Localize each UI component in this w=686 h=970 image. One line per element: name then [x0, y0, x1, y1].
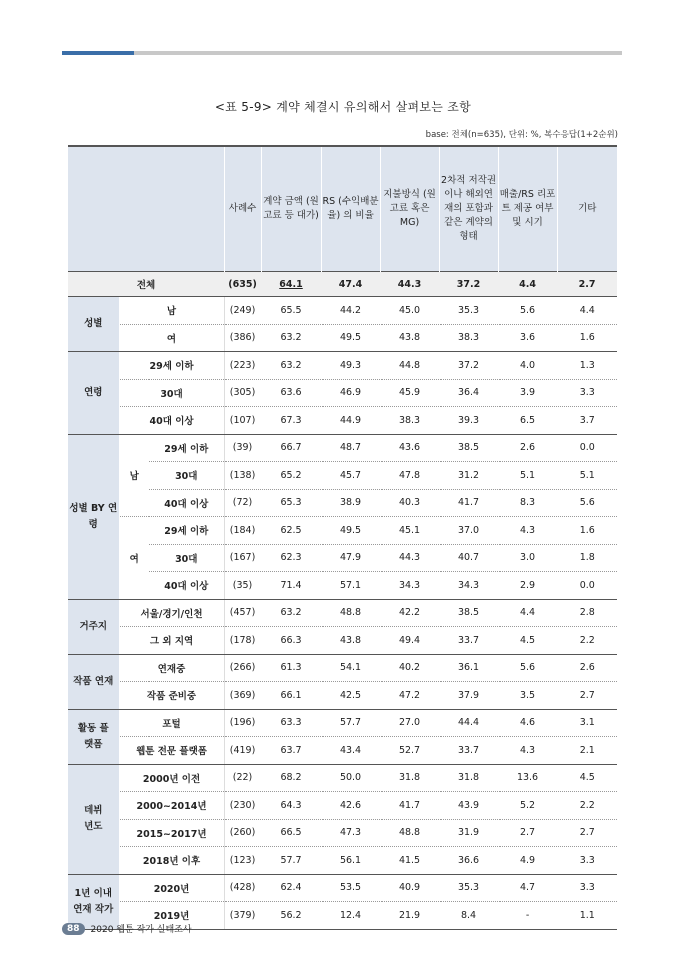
cell-value: 66.5	[261, 819, 321, 847]
cell-value: 34.3	[380, 572, 439, 600]
cell-value: 13.6	[498, 764, 557, 792]
cell-value: 66.7	[261, 434, 321, 462]
cell-value: 1.1	[557, 902, 617, 930]
cell-value: 0.0	[557, 434, 617, 462]
cell-value: 56.2	[261, 902, 321, 930]
cell-count: (138)	[224, 462, 261, 490]
cell-count: (72)	[224, 489, 261, 517]
cell-value: 47.4	[321, 272, 380, 297]
cell-value: 1.8	[557, 544, 617, 572]
cell-value: 49.4	[380, 627, 439, 655]
page-footer	[62, 922, 192, 935]
table-row	[68, 462, 617, 490]
cell-value: 21.9	[380, 902, 439, 930]
row-label: 2000~2014년	[119, 792, 224, 820]
cell-value: 38.9	[321, 489, 380, 517]
table-row	[68, 654, 617, 682]
cell-value: 53.5	[321, 874, 380, 902]
cell-count: (196)	[224, 709, 261, 737]
cell-value: 57.7	[261, 847, 321, 875]
cell-value: 62.4	[261, 874, 321, 902]
cell-value: 2.6	[557, 654, 617, 682]
cell-value: 40.7	[439, 544, 498, 572]
cell-count: (184)	[224, 517, 261, 545]
row-label: 29세 이하	[149, 434, 224, 462]
cell-value: 71.4	[261, 572, 321, 600]
cell-value: 5.6	[498, 654, 557, 682]
cell-value: 52.7	[380, 737, 439, 765]
cell-value: 2.2	[557, 627, 617, 655]
cell-value: 5.2	[498, 792, 557, 820]
cell-count: (178)	[224, 627, 261, 655]
cell-value: 2.7	[557, 682, 617, 710]
cell-value-highlight: 64.1	[279, 278, 303, 290]
cell-value: 31.2	[439, 462, 498, 490]
row-label: 서울/경기/인천	[119, 599, 224, 627]
cell-value: 4.4	[498, 599, 557, 627]
cell-value: 48.8	[380, 819, 439, 847]
cell-value: 63.6	[261, 379, 321, 407]
header-other: 기타	[557, 146, 617, 272]
subgroup-label-female: 여	[119, 517, 149, 600]
cell-value: 34.3	[439, 572, 498, 600]
cell-value: 63.3	[261, 709, 321, 737]
cell-value: 38.5	[439, 599, 498, 627]
group-label-residence: 거주지	[68, 599, 119, 654]
table-row	[68, 847, 617, 875]
cell-count: (635)	[224, 272, 261, 297]
cell-value: 6.5	[498, 407, 557, 435]
cell-value: 3.5	[498, 682, 557, 710]
cell-value: 5.6	[498, 297, 557, 325]
cell-value: 42.2	[380, 599, 439, 627]
cell-count: (249)	[224, 297, 261, 325]
cell-value: 47.3	[321, 819, 380, 847]
cell-count: (22)	[224, 764, 261, 792]
cell-value: 2.9	[498, 572, 557, 600]
cell-value: 57.7	[321, 709, 380, 737]
table-row	[68, 407, 617, 435]
cell-value: 56.1	[321, 847, 380, 875]
cell-value: 36.1	[439, 654, 498, 682]
header-secondary-rights: 2차적 저작권이나 해외연재의 포함과 같은 계약의 형태	[439, 146, 498, 272]
cell-count: (107)	[224, 407, 261, 435]
table-row	[68, 352, 617, 380]
cell-count: (39)	[224, 434, 261, 462]
group-label-gender: 성별	[68, 297, 119, 352]
top-rule-accent	[62, 51, 134, 55]
cell-value: 4.5	[557, 764, 617, 792]
cell-value: 68.2	[261, 764, 321, 792]
row-label: 30대	[149, 462, 224, 490]
cell-value: 50.0	[321, 764, 380, 792]
cell-value: 12.4	[321, 902, 380, 930]
survey-table	[68, 145, 617, 930]
cell-value: 63.2	[261, 599, 321, 627]
cell-value: 31.9	[439, 819, 498, 847]
cell-value: 43.4	[321, 737, 380, 765]
row-label: 2015~2017년	[119, 819, 224, 847]
cell-value: 44.9	[321, 407, 380, 435]
base-note: base: 전체(n=635), 단위: %, 복수응답(1+2순위)	[425, 130, 618, 140]
cell-value: 63.2	[261, 352, 321, 380]
cell-value: 2.7	[498, 819, 557, 847]
row-label: 포털	[119, 709, 224, 737]
cell-value: 33.7	[439, 737, 498, 765]
cell-value: 65.3	[261, 489, 321, 517]
cell-value: 47.8	[380, 462, 439, 490]
cell-value: 36.6	[439, 847, 498, 875]
table-row	[68, 572, 617, 600]
cell-value: 44.4	[439, 709, 498, 737]
subgroup-label-male: 남	[119, 434, 149, 517]
cell-value: 4.3	[498, 517, 557, 545]
cell-value: 48.7	[321, 434, 380, 462]
row-label: 남	[119, 297, 224, 325]
cell-value: 44.3	[380, 272, 439, 297]
table-row	[68, 324, 617, 352]
cell-count: (167)	[224, 544, 261, 572]
table-row-total	[68, 272, 617, 297]
cell-value: 33.7	[439, 627, 498, 655]
table-row	[68, 599, 617, 627]
cell-value: 37.0	[439, 517, 498, 545]
table-row	[68, 792, 617, 820]
cell-value: 64.3	[261, 792, 321, 820]
cell-count: (123)	[224, 847, 261, 875]
table-title: <표 5-9> 계약 체결시 유의해서 살펴보는 조항	[214, 100, 472, 114]
header-blank	[68, 146, 224, 272]
row-label: 웹툰 전문 플랫폼	[119, 737, 224, 765]
cell-value: 4.0	[498, 352, 557, 380]
top-rule	[62, 51, 622, 55]
group-label-serial: 작품 연재	[68, 654, 119, 709]
cell-value: 3.3	[557, 847, 617, 875]
cell-value: 3.9	[498, 379, 557, 407]
table-row	[68, 297, 617, 325]
row-label: 여	[119, 324, 224, 352]
cell-value: 2.8	[557, 599, 617, 627]
cell-value: 42.5	[321, 682, 380, 710]
cell-value: 61.3	[261, 654, 321, 682]
cell-value: 8.4	[439, 902, 498, 930]
cell-value: 47.9	[321, 544, 380, 572]
cell-value: 46.9	[321, 379, 380, 407]
cell-value: 49.5	[321, 324, 380, 352]
cell-count: (369)	[224, 682, 261, 710]
cell-value: 41.7	[380, 792, 439, 820]
page-number: 88	[62, 923, 85, 935]
cell-count: (35)	[224, 572, 261, 600]
table-row	[68, 544, 617, 572]
header-payment-method: 지불방식 (원고료 혹은 MG)	[380, 146, 439, 272]
cell-value: 37.2	[439, 272, 498, 297]
cell-value: 63.7	[261, 737, 321, 765]
table-row	[68, 737, 617, 765]
row-label: 29세 이하	[119, 352, 224, 380]
cell-value: 35.3	[439, 874, 498, 902]
cell-value: 49.3	[321, 352, 380, 380]
cell-count: (428)	[224, 874, 261, 902]
cell-count: (379)	[224, 902, 261, 930]
header-row	[68, 146, 617, 272]
row-label: 작품 준비중	[119, 682, 224, 710]
group-label-platform: 활동 플랫폼	[68, 709, 119, 764]
cell-value: 3.7	[557, 407, 617, 435]
cell-value: 65.2	[261, 462, 321, 490]
group-label-gender-age: 성별 BY 연령	[68, 434, 119, 599]
row-label: 전체	[68, 272, 224, 297]
cell-value	[261, 272, 321, 297]
cell-value: 43.8	[321, 627, 380, 655]
table-row	[68, 819, 617, 847]
cell-count: (266)	[224, 654, 261, 682]
cell-value: 4.7	[498, 874, 557, 902]
header-contract-amount: 계약 금액 (원고료 등 대가)	[261, 146, 321, 272]
cell-value: 39.3	[439, 407, 498, 435]
cell-value: 40.2	[380, 654, 439, 682]
cell-value: 43.8	[380, 324, 439, 352]
cell-value: 45.7	[321, 462, 380, 490]
row-label: 2020년	[119, 874, 224, 902]
cell-value: 36.4	[439, 379, 498, 407]
cell-value: 4.9	[498, 847, 557, 875]
cell-value: 3.6	[498, 324, 557, 352]
table-row	[68, 627, 617, 655]
cell-count: (419)	[224, 737, 261, 765]
cell-value: 2.2	[557, 792, 617, 820]
cell-value: 57.1	[321, 572, 380, 600]
cell-value: 4.3	[498, 737, 557, 765]
cell-value: 37.9	[439, 682, 498, 710]
cell-value: 4.4	[498, 272, 557, 297]
table-row	[68, 682, 617, 710]
cell-value: 2.7	[557, 819, 617, 847]
cell-value: 44.2	[321, 297, 380, 325]
header-sales-report: 매출/RS 리포트 제공 여부 및 시기	[498, 146, 557, 272]
cell-value: 8.3	[498, 489, 557, 517]
cell-value: 31.8	[439, 764, 498, 792]
cell-count: (260)	[224, 819, 261, 847]
cell-value: 3.1	[557, 709, 617, 737]
cell-value: 62.5	[261, 517, 321, 545]
cell-value: 1.6	[557, 324, 617, 352]
cell-value: 4.5	[498, 627, 557, 655]
cell-value: 44.3	[380, 544, 439, 572]
cell-count: (386)	[224, 324, 261, 352]
cell-value: 5.6	[557, 489, 617, 517]
row-label: 40대 이상	[119, 407, 224, 435]
table-row	[68, 434, 617, 462]
cell-value: 66.3	[261, 627, 321, 655]
cell-value: 62.3	[261, 544, 321, 572]
cell-value: 35.3	[439, 297, 498, 325]
cell-value: 4.6	[498, 709, 557, 737]
cell-value: 1.3	[557, 352, 617, 380]
cell-value: 45.1	[380, 517, 439, 545]
row-label: 2000년 이전	[119, 764, 224, 792]
cell-value: 0.0	[557, 572, 617, 600]
cell-value: 5.1	[498, 462, 557, 490]
cell-count: (223)	[224, 352, 261, 380]
table-row	[68, 764, 617, 792]
cell-value: 44.8	[380, 352, 439, 380]
table-row	[68, 379, 617, 407]
group-label-age: 연령	[68, 352, 119, 435]
cell-value: 5.1	[557, 462, 617, 490]
row-label: 30대	[149, 544, 224, 572]
cell-value: 45.0	[380, 297, 439, 325]
cell-value: 42.6	[321, 792, 380, 820]
cell-value: 66.1	[261, 682, 321, 710]
cell-value: 41.7	[439, 489, 498, 517]
row-label: 29세 이하	[149, 517, 224, 545]
row-label: 30대	[119, 379, 224, 407]
row-label: 40대 이상	[149, 489, 224, 517]
cell-value: 38.3	[439, 324, 498, 352]
cell-value: -	[498, 902, 557, 930]
row-label: 연재중	[119, 654, 224, 682]
header-count: 사례수	[224, 146, 261, 272]
cell-count: (305)	[224, 379, 261, 407]
cell-value: 38.3	[380, 407, 439, 435]
cell-value: 48.8	[321, 599, 380, 627]
row-label: 2018년 이후	[119, 847, 224, 875]
cell-value: 38.5	[439, 434, 498, 462]
cell-value: 2.7	[557, 272, 617, 297]
cell-value: 49.5	[321, 517, 380, 545]
cell-value: 63.2	[261, 324, 321, 352]
cell-value: 65.5	[261, 297, 321, 325]
cell-value: 45.9	[380, 379, 439, 407]
cell-value: 3.3	[557, 874, 617, 902]
cell-value: 27.0	[380, 709, 439, 737]
row-label: 2019년	[119, 902, 224, 930]
table-row	[68, 874, 617, 902]
cell-value: 4.4	[557, 297, 617, 325]
cell-value: 40.3	[380, 489, 439, 517]
group-label-debut: 데뷔 년도	[68, 764, 119, 874]
cell-value: 1.6	[557, 517, 617, 545]
table-row	[68, 517, 617, 545]
row-label: 그 외 지역	[119, 627, 224, 655]
table-row	[68, 489, 617, 517]
cell-value: 43.6	[380, 434, 439, 462]
table-row	[68, 709, 617, 737]
cell-count: (457)	[224, 599, 261, 627]
header-rs-ratio: RS (수익배분율) 의 비율	[321, 146, 380, 272]
row-label: 40대 이상	[149, 572, 224, 600]
cell-value: 54.1	[321, 654, 380, 682]
cell-value: 67.3	[261, 407, 321, 435]
footer-text: 2020 웹툰 작가 실태조사	[90, 925, 192, 935]
cell-value: 41.5	[380, 847, 439, 875]
cell-value: 40.9	[380, 874, 439, 902]
cell-value: 3.0	[498, 544, 557, 572]
group-label-new-author: 1년 이내 연재 작가	[68, 874, 119, 929]
cell-value: 43.9	[439, 792, 498, 820]
cell-value: 2.6	[498, 434, 557, 462]
cell-value: 2.1	[557, 737, 617, 765]
cell-count: (230)	[224, 792, 261, 820]
cell-value: 3.3	[557, 379, 617, 407]
cell-value: 47.2	[380, 682, 439, 710]
cell-value: 37.2	[439, 352, 498, 380]
cell-value: 31.8	[380, 764, 439, 792]
